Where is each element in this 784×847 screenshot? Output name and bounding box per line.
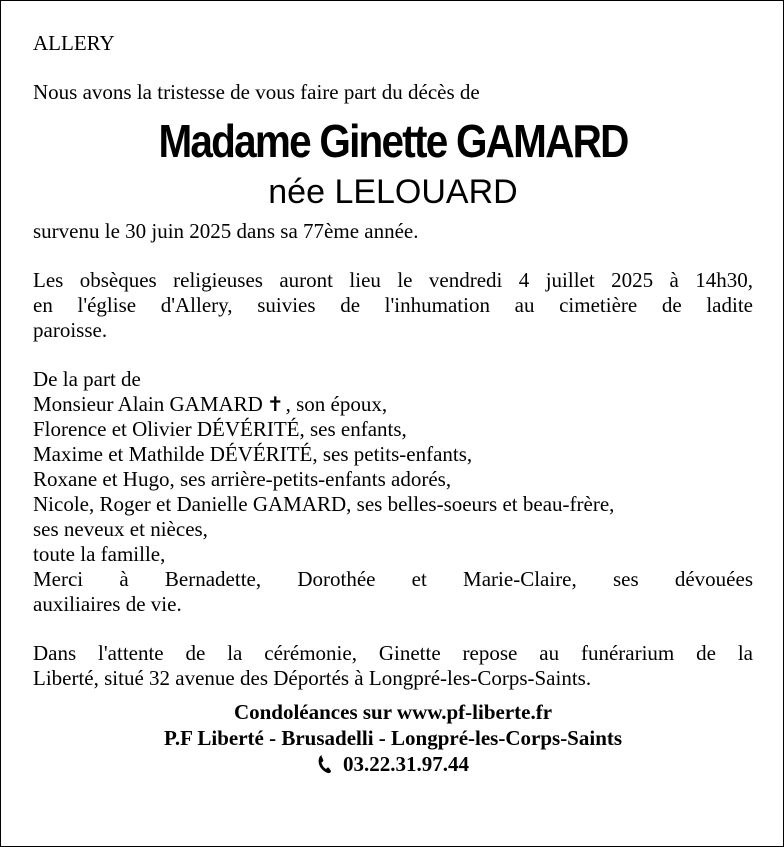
family-thanks-line-2: auxiliaires de vie. <box>33 592 182 616</box>
town-name: ALLERY <box>33 31 115 55</box>
funeral-home-line: P.F Liberté - Brusadelli - Longpré-les-Corps-Saints <box>163 726 623 750</box>
rest-line-1: Dans l'attente de la cérémonie, Ginette repose au funérarium de la <box>33 641 753 665</box>
maiden-name: née LELOUARD <box>268 173 518 211</box>
family-heading: De la part de <box>33 367 141 391</box>
family-grandchildren: Maxime et Mathilde DÉVÉRITÉ, ses petits-enfants, <box>33 442 473 466</box>
spouse-name: Monsieur Alain GAMARD <box>33 392 263 416</box>
spouse-role: , son époux, <box>285 392 388 416</box>
family-in-laws: Nicole, Roger et Danielle GAMARD, ses belles-soeurs et beau-frère, <box>33 492 615 516</box>
family-thanks-line-1: Merci à Bernadette, Dorothée et Marie-Claire, ses dévouées <box>33 567 753 591</box>
condolences-line: Condoléances sur www.pf-liberte.fr <box>233 700 553 724</box>
intro-text: Nous avons la tristesse de vous faire part du décès de <box>33 80 480 104</box>
deceased-name: Madame Ginette GAMARD <box>158 115 628 167</box>
rest-paragraph <box>33 641 753 691</box>
phone-line <box>33 751 753 777</box>
footer <box>33 699 753 777</box>
family-list <box>33 367 753 617</box>
latin-cross-icon: ✝ <box>266 392 284 416</box>
phone-number: 03.22.31.97.44 <box>343 752 469 776</box>
funeral-line-2: en l'église d'Allery, suivies de l'inhumation au cimetière de ladite <box>33 293 753 317</box>
family-children: Florence et Olivier DÉVÉRITÉ, ses enfants, <box>33 417 407 441</box>
rest-line-2: Liberté, situé 32 avenue des Déportés à Longpré-les-Corps-Saints. <box>33 666 592 690</box>
family-whole: toute la famille, <box>33 542 166 566</box>
phone-icon <box>317 754 335 774</box>
death-info: survenu le 30 juin 2025 dans sa 77ème année. <box>33 219 419 243</box>
funeral-paragraph <box>33 268 753 343</box>
funeral-line-1: Les obsèques religieuses auront lieu le vendredi 4 juillet 2025 à 14h30, <box>33 268 753 292</box>
funeral-line-3: paroisse. <box>33 318 108 342</box>
family-great-grandchildren: Roxane et Hugo, ses arrière-petits-enfants adorés, <box>33 467 452 491</box>
family-nephews: ses neveux et nièces, <box>33 517 208 541</box>
notice-content <box>33 31 753 777</box>
family-spouse <box>33 392 753 417</box>
